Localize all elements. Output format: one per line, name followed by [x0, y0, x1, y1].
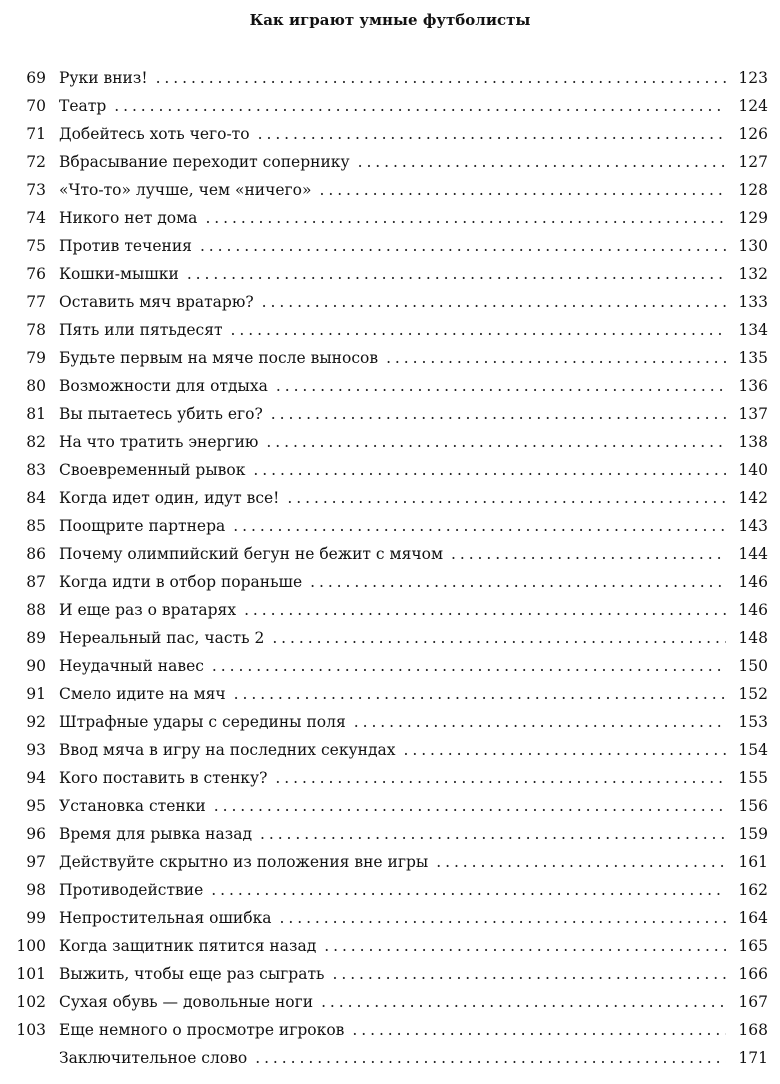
toc-entry-number: 69	[26, 69, 46, 87]
toc-entry-title: Когда идти в отбор пораньше	[59, 573, 303, 591]
toc-entry-title: Непростительная ошибка	[59, 909, 272, 927]
toc-entry-number: 85	[26, 517, 46, 535]
toc-entry-title: Противодействие	[59, 881, 204, 899]
toc-entry	[0, 316, 780, 344]
dot-leader	[404, 736, 727, 764]
toc-entry-number: 80	[26, 377, 46, 395]
toc-entry-title: Еще немного о просмотре игроков	[59, 1021, 345, 1039]
toc-entry-number: 93	[26, 741, 46, 759]
toc-entry-title: Кошки-мышки	[59, 265, 179, 283]
toc-entry-page: 146	[738, 601, 768, 619]
toc-entry-title: Возможности для отдыха	[59, 377, 268, 395]
toc-entry	[0, 428, 780, 456]
toc-entry-title: Будьте первым на мяче после выносов	[59, 349, 379, 367]
toc-entry	[0, 680, 780, 708]
toc-entry-number: 79	[26, 349, 46, 367]
toc-entry	[0, 1044, 780, 1072]
toc-entry-number: 78	[26, 321, 46, 339]
dot-leader	[276, 372, 726, 400]
toc-entry-title: Вбрасывание переходит сопернику	[59, 153, 350, 171]
toc-entry-title: Кого поставить в стенку?	[59, 769, 268, 787]
toc-entry-number: 86	[26, 545, 46, 563]
toc-entry-page: 161	[738, 853, 768, 871]
toc-entry-title: Театр	[59, 97, 107, 115]
toc-entry-number: 91	[26, 685, 46, 703]
toc-entry	[0, 456, 780, 484]
toc-entry-page: 162	[738, 881, 768, 899]
dot-leader	[258, 120, 726, 148]
dot-leader	[319, 176, 726, 204]
dot-leader	[324, 932, 726, 960]
toc-entry-page: 165	[738, 937, 768, 955]
toc-entry-page: 171	[738, 1049, 768, 1067]
toc-entry-page: 164	[738, 909, 768, 927]
toc-entry-page: 126	[738, 125, 768, 143]
toc-entry	[0, 512, 780, 540]
dot-leader	[260, 820, 726, 848]
toc-entry	[0, 624, 780, 652]
toc-entry-title: Действуйте скрытно из положения вне игры	[59, 853, 429, 871]
dot-leader	[310, 568, 726, 596]
toc-entry-number: 70	[26, 97, 46, 115]
toc-entry	[0, 708, 780, 736]
toc-entry-title: Своевременный рывок	[59, 461, 246, 479]
toc-entry	[0, 960, 780, 988]
toc-entry-page: 136	[738, 377, 768, 395]
dot-leader	[211, 876, 726, 904]
toc-entry	[0, 792, 780, 820]
toc-entry-page: 123	[738, 69, 768, 87]
toc-entry-number: 77	[26, 293, 46, 311]
toc-entry-number: 95	[26, 797, 46, 815]
toc-entry	[0, 400, 780, 428]
toc-entry-page: 168	[738, 1021, 768, 1039]
dot-leader	[358, 148, 726, 176]
toc-entry	[0, 92, 780, 120]
toc-entry-page: 148	[738, 629, 768, 647]
toc-entry-number: 103	[16, 1021, 46, 1039]
toc-entry-page: 143	[738, 517, 768, 535]
toc-entry-title: Установка стенки	[59, 797, 206, 815]
toc-entry-page: 142	[738, 489, 768, 507]
toc-entry-title: Добейтесь хоть чего-то	[59, 125, 250, 143]
toc-entry	[0, 1016, 780, 1044]
toc-entry	[0, 904, 780, 932]
dot-leader	[212, 652, 726, 680]
toc-entry-number: 84	[26, 489, 46, 507]
toc-entry-number: 97	[26, 853, 46, 871]
toc-entry-number: 73	[26, 181, 46, 199]
toc-entry-page: 146	[738, 573, 768, 591]
toc-entry-number: 83	[26, 461, 46, 479]
dot-leader	[262, 288, 726, 316]
toc-entry-page: 166	[738, 965, 768, 983]
toc-entry-title: Выжить, чтобы еще раз сыграть	[59, 965, 325, 983]
toc-entry-page: 159	[738, 825, 768, 843]
dot-leader	[354, 708, 726, 736]
toc-entry-page: 132	[738, 265, 768, 283]
dot-leader	[271, 400, 726, 428]
toc-entry-number: 87	[26, 573, 46, 591]
dot-leader	[272, 624, 726, 652]
toc-entry	[0, 848, 780, 876]
toc-entry-page: 140	[738, 461, 768, 479]
table-of-contents	[0, 64, 780, 1072]
toc-entry-number: 101	[16, 965, 46, 983]
toc-entry-page: 133	[738, 293, 768, 311]
toc-entry	[0, 652, 780, 680]
dot-leader	[266, 428, 726, 456]
toc-entry-number: 74	[26, 209, 46, 227]
dot-leader	[275, 764, 726, 792]
toc-entry	[0, 64, 780, 92]
toc-entry-title: Поощрите партнера	[59, 517, 226, 535]
toc-entry-number: 75	[26, 237, 46, 255]
dot-leader	[321, 988, 726, 1016]
toc-entry-page: 124	[738, 97, 768, 115]
toc-entry-page: 127	[738, 153, 768, 171]
toc-entry-title: Время для рывка назад	[59, 825, 252, 843]
toc-entry	[0, 372, 780, 400]
toc-entry-title: Против течения	[59, 237, 192, 255]
dot-leader	[231, 316, 726, 344]
toc-entry-title: Штрафные удары с середины поля	[59, 713, 346, 731]
toc-entry	[0, 540, 780, 568]
dot-leader	[451, 540, 726, 568]
dot-leader	[332, 960, 726, 988]
toc-entry-page: 137	[738, 405, 768, 423]
toc-entry-number: 96	[26, 825, 46, 843]
toc-entry	[0, 204, 780, 232]
toc-entry-title: Ввод мяча в игру на последних секундах	[59, 741, 396, 759]
toc-entry-number: 81	[26, 405, 46, 423]
toc-entry	[0, 820, 780, 848]
toc-entry	[0, 568, 780, 596]
toc-entry-page: 134	[738, 321, 768, 339]
toc-entry-number: 100	[16, 937, 46, 955]
toc-entry-page: 130	[738, 237, 768, 255]
toc-entry	[0, 764, 780, 792]
toc-entry-number: 94	[26, 769, 46, 787]
toc-entry-title: Никого нет дома	[59, 209, 198, 227]
toc-entry-page: 155	[738, 769, 768, 787]
toc-entry	[0, 988, 780, 1016]
toc-entry-title: Смело идите на мяч	[59, 685, 226, 703]
toc-entry-title: Заключительное слово	[59, 1049, 248, 1067]
dot-leader	[233, 512, 726, 540]
dot-leader	[436, 848, 726, 876]
toc-entry-number: 76	[26, 265, 46, 283]
toc-entry-number: 90	[26, 657, 46, 675]
toc-entry-title: На что тратить энергию	[59, 433, 259, 451]
dot-leader	[187, 260, 726, 288]
toc-entry-title: Пять или пятьдесят	[59, 321, 223, 339]
toc-entry	[0, 288, 780, 316]
page-title: Как играют умные футболисты	[249, 11, 531, 29]
toc-entry-number: 82	[26, 433, 46, 451]
toc-entry-number: 72	[26, 153, 46, 171]
toc-entry-number: 71	[26, 125, 46, 143]
toc-entry-title: Сухая обувь — довольные ноги	[59, 993, 314, 1011]
toc-entry	[0, 736, 780, 764]
dot-leader	[114, 92, 726, 120]
toc-entry-page: 154	[738, 741, 768, 759]
toc-entry-page: 135	[738, 349, 768, 367]
toc-entry-page: 153	[738, 713, 768, 731]
toc-entry-title: «Что-то» лучше, чем «ничего»	[59, 181, 312, 199]
dot-leader	[287, 484, 726, 512]
toc-entry	[0, 484, 780, 512]
toc-entry-number: 89	[26, 629, 46, 647]
toc-entry-number: 88	[26, 601, 46, 619]
toc-entry-page: 152	[738, 685, 768, 703]
toc-entry-title: Нереальный пас, часть 2	[59, 629, 265, 647]
toc-entry-title: Почему олимпийский бегун не бежит с мячом	[59, 545, 443, 563]
toc-entry-title: Когда идет один, идут все!	[59, 489, 280, 507]
toc-entry-title: Когда защитник пятится назад	[59, 937, 317, 955]
toc-entry	[0, 596, 780, 624]
dot-leader	[234, 680, 726, 708]
toc-entry-title: Руки вниз!	[59, 69, 148, 87]
dot-leader	[352, 1016, 726, 1044]
toc-entry-number: 98	[26, 881, 46, 899]
toc-entry	[0, 176, 780, 204]
toc-entry-title: И еще раз о вратарях	[59, 601, 237, 619]
toc-entry	[0, 260, 780, 288]
toc-entry-number: 102	[16, 993, 46, 1011]
toc-entry-page: 128	[738, 181, 768, 199]
dot-leader	[386, 344, 726, 372]
toc-entry-page: 129	[738, 209, 768, 227]
toc-entry	[0, 232, 780, 260]
toc-entry	[0, 120, 780, 148]
dot-leader	[255, 1044, 726, 1072]
toc-entry	[0, 148, 780, 176]
dot-leader	[244, 596, 726, 624]
toc-entry-page: 156	[738, 797, 768, 815]
dot-leader	[280, 904, 726, 932]
toc-entry-number: 99	[26, 909, 46, 927]
dot-leader	[205, 204, 726, 232]
toc-entry-page: 138	[738, 433, 768, 451]
dot-leader	[200, 232, 726, 260]
toc-entry-title: Неудачный навес	[59, 657, 204, 675]
toc-entry-number: 92	[26, 713, 46, 731]
dot-leader	[214, 792, 726, 820]
toc-entry-title: Вы пытаетесь убить его?	[59, 405, 263, 423]
toc-entry	[0, 876, 780, 904]
toc-entry-page: 150	[738, 657, 768, 675]
toc-entry-title: Оставить мяч вратарю?	[59, 293, 254, 311]
toc-entry-page: 144	[738, 545, 768, 563]
toc-entry	[0, 932, 780, 960]
toc-entry-page: 167	[738, 993, 768, 1011]
dot-leader	[156, 64, 726, 92]
dot-leader	[253, 456, 726, 484]
toc-entry	[0, 344, 780, 372]
